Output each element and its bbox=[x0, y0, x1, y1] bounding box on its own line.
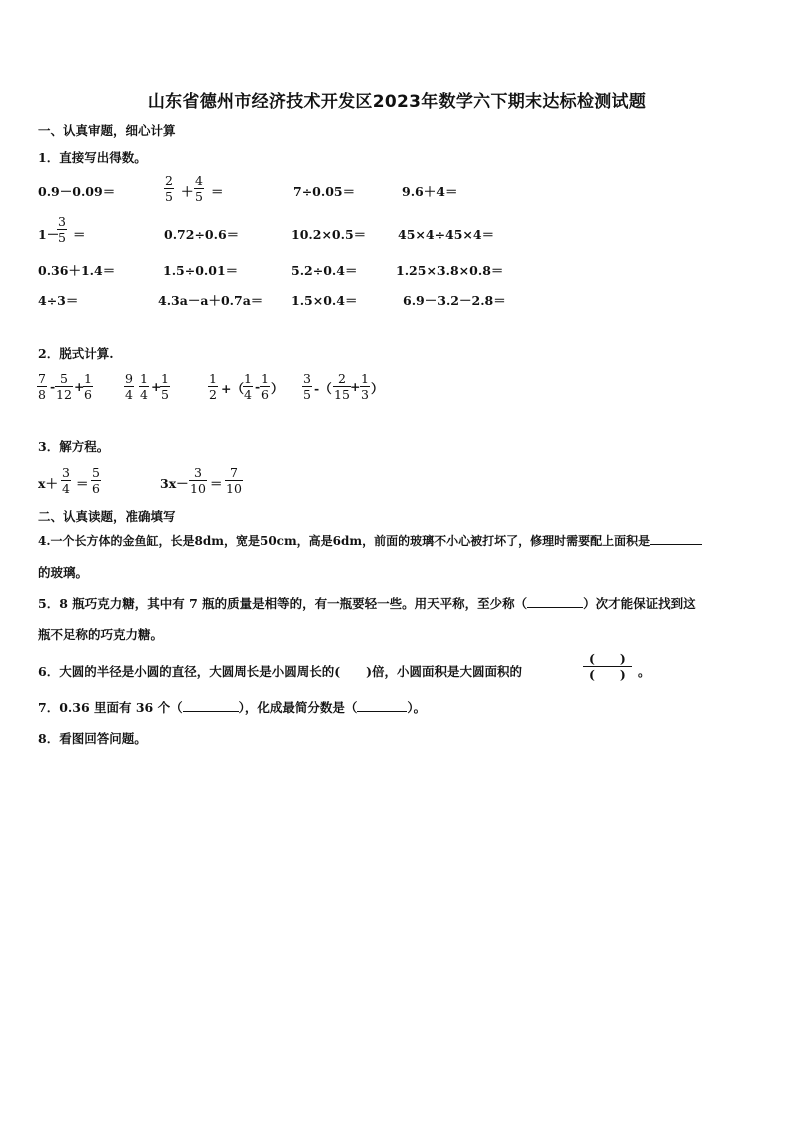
q2-fraction: 9 4 bbox=[125, 371, 133, 402]
q2-operator: +（ bbox=[221, 381, 244, 396]
question-6-end: 。 bbox=[638, 664, 651, 679]
question-4-stem: 4.一个长方体的金鱼缸，长是8dm，宽是50cm，高是6dm，前面的玻璃不小心被打坏了，修理时需要配上面积是 bbox=[38, 534, 651, 548]
question-1-label: 1．直接写出得数。 bbox=[38, 150, 147, 165]
q2-fraction: 2 15 bbox=[334, 371, 350, 402]
answer-blank[interactable] bbox=[183, 711, 239, 712]
q1-item-1: 0.9－0.09＝ bbox=[38, 184, 116, 199]
q1-fraction: 4 5 bbox=[195, 173, 203, 204]
question-7-stem-tail: ）。 bbox=[407, 700, 427, 715]
question-6-stem: 6．大圆的半径是小圆的直径，大圆周长是小圆周长的( bbox=[38, 664, 341, 679]
question-5-text bbox=[38, 594, 696, 612]
q3-fraction: 3 10 bbox=[190, 465, 206, 496]
q1-item-12: 1.25×3.8×0.8＝ bbox=[396, 263, 504, 278]
question-6-fraction-blank[interactable]: ( ) ( ) bbox=[583, 651, 632, 682]
q1-operator: ＋ bbox=[181, 184, 194, 199]
q1-item-13: 4÷3＝ bbox=[38, 293, 79, 308]
answer-blank[interactable] bbox=[357, 711, 407, 712]
question-8-label: 8．看图回答问题。 bbox=[38, 731, 147, 746]
q1-equals: ＝ bbox=[211, 184, 224, 199]
q2-fraction: 1 5 bbox=[161, 371, 169, 402]
q1-item-7: 10.2×0.5＝ bbox=[291, 227, 367, 242]
q2-operator: + bbox=[74, 379, 85, 394]
section-2-heading: 二、认真读题，准确填写 bbox=[38, 509, 176, 524]
q1-item-16: 6.9－3.2－2.8＝ bbox=[403, 293, 506, 308]
q1-item-4: 9.6＋4＝ bbox=[402, 184, 458, 199]
q2-fraction: 5 12 bbox=[56, 371, 72, 402]
question-6-text bbox=[38, 662, 522, 680]
answer-blank[interactable] bbox=[527, 607, 583, 608]
q2-bracket: ） bbox=[371, 381, 384, 396]
question-3-label: 3．解方程。 bbox=[38, 439, 110, 454]
q2-fraction: 7 8 bbox=[38, 371, 46, 402]
answer-blank[interactable] bbox=[650, 544, 702, 545]
question-5-stem-tail: ）次才能保证找到这 bbox=[583, 596, 696, 611]
q1-item-9: 0.36＋1.4＝ bbox=[38, 263, 116, 278]
q2-fraction: 1 2 bbox=[209, 371, 217, 402]
q1-item-5: 1－ bbox=[38, 227, 60, 242]
q3-fraction: 3 4 bbox=[62, 465, 70, 496]
q2-bracket: ） bbox=[271, 381, 284, 396]
q1-item-10: 1.5÷0.01＝ bbox=[163, 263, 239, 278]
q1-item-3: 7÷0.05＝ bbox=[293, 184, 356, 199]
q3-fraction: 7 10 bbox=[226, 465, 242, 496]
q1-item-14: 4.3a－a＋0.7a＝ bbox=[158, 293, 264, 308]
question-7-stem-mid: ），化成最简分数是（ bbox=[238, 700, 358, 715]
q1-item-15: 1.5×0.4＝ bbox=[291, 293, 358, 308]
question-5-continuation: 瓶不足称的巧克力糖。 bbox=[38, 627, 164, 642]
question-2-label: 2．脱式计算. bbox=[38, 346, 114, 361]
question-7-text bbox=[38, 698, 426, 716]
q2-fraction: 1 6 bbox=[261, 371, 269, 402]
page-title: 山东省德州市经济技术开发区2023年数学六下期末达标检测试题 bbox=[147, 92, 647, 112]
q1-item-11: 5.2÷0.4＝ bbox=[291, 263, 358, 278]
q1-item-8: 45×4÷45×4＝ bbox=[398, 227, 495, 242]
q1-fraction: 3 5 bbox=[58, 214, 66, 245]
q2-operator: + bbox=[151, 379, 162, 394]
q2-fraction: 3 5 bbox=[303, 371, 311, 402]
question-6-stem-tail: )倍，小圆面积是大圆面积的 bbox=[366, 664, 523, 679]
q1-item-6: 0.72÷0.6＝ bbox=[164, 227, 240, 242]
q2-operator: - bbox=[255, 379, 261, 394]
q2-fraction: 1 3 bbox=[361, 371, 369, 402]
q1-equals: ＝ bbox=[73, 227, 86, 242]
q2-fraction: 1 6 bbox=[84, 371, 92, 402]
q3-term: 3x－ bbox=[160, 476, 189, 491]
question-7-stem: 7．0.36 里面有 36 个（ bbox=[38, 700, 183, 715]
q2-fraction: 1 4 bbox=[140, 371, 148, 402]
q3-equals: ＝ bbox=[76, 476, 89, 491]
q2-fraction: 1 4 bbox=[244, 371, 252, 402]
q2-operator: + bbox=[350, 379, 361, 394]
q2-operator: -（ bbox=[314, 381, 332, 396]
q3-fraction: 5 6 bbox=[92, 465, 100, 496]
q1-fraction: 2 5 bbox=[165, 173, 173, 204]
question-4-text bbox=[38, 532, 702, 549]
q3-equals: ＝ bbox=[210, 476, 223, 491]
section-1-heading: 一、认真审题，细心计算 bbox=[38, 123, 176, 138]
q3-term: x＋ bbox=[38, 476, 58, 491]
question-5-stem: 5．8 瓶巧克力糖，其中有 7 瓶的质量是相等的，有一瓶要轻一些。用天平称，至少称（ bbox=[38, 596, 528, 611]
q2-operator: - bbox=[50, 379, 56, 394]
question-4-continuation: 的玻璃。 bbox=[38, 565, 89, 580]
